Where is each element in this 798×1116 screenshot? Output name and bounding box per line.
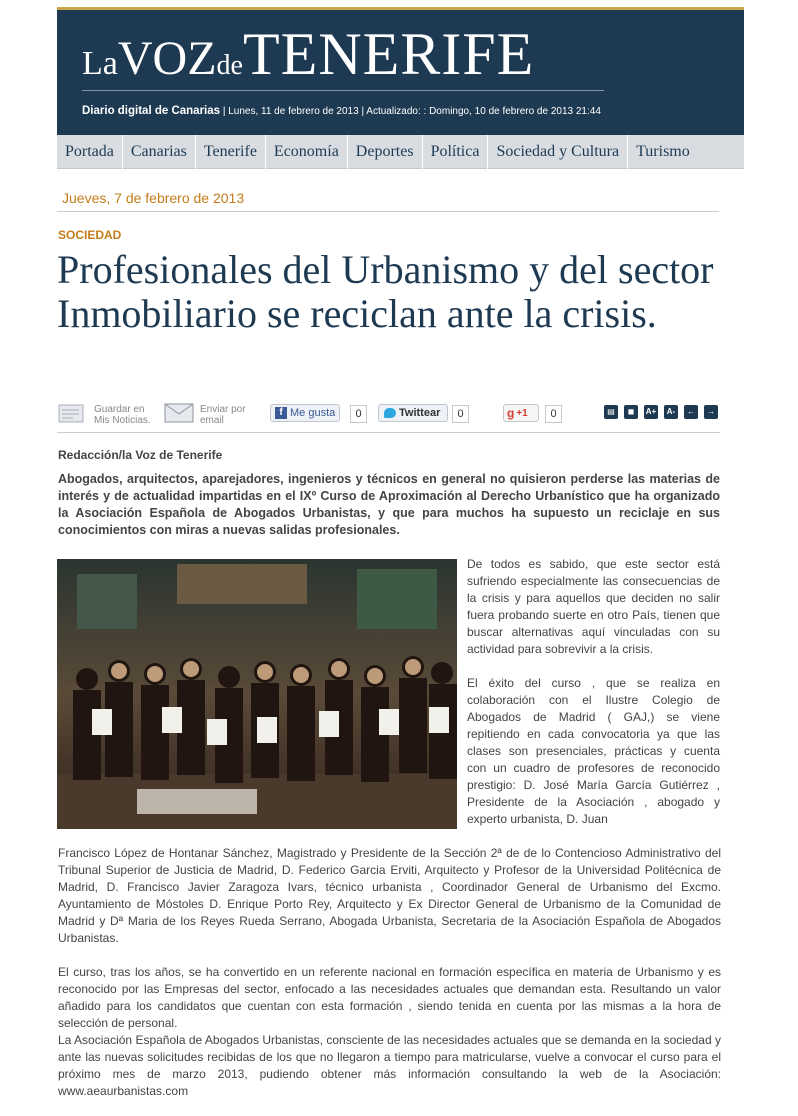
article-category[interactable]: SOCIEDAD [58,228,122,242]
article-lead: Abogados, arquitectos, aparejadores, ingenieros y técnicos en general no quisieron perderse las materias de interés y de actualidad impartidas en el IXº Curso de Aproximación al Derecho Urbanístico que ha organizado la Asociación Española de Abogados Urbanistas, y que para muchos ha supuesto un reciclaje en sus conocimientos con miras a nuevas salidas profesionales. [58,472,720,537]
masthead [57,7,744,135]
logo-divider [82,90,604,91]
logo-la: La [82,45,118,82]
dateline-text: | Lunes, 11 de febrero de 2013 | Actualizado: : Domingo, 10 de febrero de 2013 21:44 [220,106,601,117]
newspaper-save-icon[interactable] [57,402,87,424]
tweet-button[interactable] [378,404,448,422]
logo-tenerife: TENERIFE [242,21,535,87]
date-divider [57,211,719,212]
tweet-label: Twittear [399,407,441,419]
nav-item-deportes[interactable]: Deportes [348,135,423,169]
article-date: Jueves, 7 de febrero de 2013 [62,190,245,206]
body-paragraph-4: El curso, tras los años, se ha convertido en un referente nacional en formación específica en materia de Urbanismo y es reconocido por las Empresas del sector, enfocado a las necesidades actuales que demandan esta. Resultando un valor añadido para los candidatos que cuentan con esta formación , siendo tenida en cuenta por las mismas a la hora de selección de personal. [58,965,721,1030]
google-plus-icon: g [507,406,515,420]
facebook-like-label: Me gusta [290,407,336,419]
font-decrease-icon[interactable]: A- [664,405,678,419]
twitter-bird-icon [384,408,396,418]
group-photo [57,559,457,829]
facebook-like-button[interactable] [270,404,340,422]
google-plus-count: 0 [545,405,562,423]
logo-de: de [216,50,243,81]
save-to-news-label[interactable]: Guardar en Mis Noticias. [94,404,151,426]
facebook-count: 0 [350,405,367,423]
send-email-label[interactable]: Enviar por email [200,404,246,426]
article-toolbar [57,400,720,433]
tagline: Diario digital de Canarias [82,105,221,117]
body-paragraph-5: La Asociación Española de Abogados Urbanistas, consciente de las necesidades actuales que se demanda en la sociedad y ante las nuevas solicitudes recibidas de los que no llegaron a tiempo para matricularse, vuelve a convocar el curso para el próximo mes de marzo 2013, pudiendo obtener más información consultando la web de la Asociación: www.aeaurbanistas.com [58,1033,721,1098]
article-body-column [467,556,720,828]
body-paragraph-3: Francisco López de Hontanar Sánchez, Magistrado y Presidente de la Sección 2ª de de lo Contencioso Administrativo del Tribunal Superior de Justicia de Madrid, D. Federico Garcia Erviti, Arquitecto y Profesor de la Universidad Politécnica de Madrid, D. Francisco Javier Zaragoza Ivars, técnico urbanista , Coordinador General de Urbanismo del Excmo. Ayuntamiento de Móstoles D. Enrique Porto Rey, Arquitecto y Ex Director General de Urbanismo de la Comunidad de Madrid y Dª Maria de los Reyes Rueda Serrano, Abogada Urbanista, Secretaria de la Asociación Española de Abogados Urbanistas. [58,846,721,945]
print-icon[interactable]: ▤ [604,405,618,419]
site-logo[interactable] [82,21,535,87]
previous-arrow-icon[interactable]: ← [684,405,698,419]
envelope-icon[interactable] [164,403,194,423]
nav-item-economia[interactable]: Economía [266,135,348,169]
nav-item-canarias[interactable]: Canarias [123,135,196,169]
article-body-full [58,845,721,1100]
article-headline: Profesionales del Urbanismo y del sector Inmobiliario se reciclan ante la crisis. [57,247,714,336]
group-photo-illustration [57,559,457,829]
comment-icon[interactable]: ◼ [624,405,638,419]
google-plus-one-button[interactable] [503,404,539,422]
google-plus-label: +1 [516,407,528,419]
body-paragraph-2: El éxito del curso , que se realiza en colaboración con el Ilustre Colegio de Abogados de Madrid ( GAJ,) se viene repitiendo en cada convocatoria ya que las clases son presenciales, prácticas y cuenta con un cuadro de profesores de reconocido prestigio: D. José María García Gutiérrez , Presidente de la Asociación , abogado y experto urbanista, D. Juan [467,676,720,826]
nav-item-portada[interactable]: Portada [57,135,123,169]
nav-item-tenerife[interactable]: Tenerife [196,135,266,169]
article-byline: Redacción/la Voz de Tenerife [58,448,223,462]
nav-item-politica[interactable]: Política [423,135,489,169]
twitter-count: 0 [452,405,469,423]
facebook-icon: f [275,407,287,419]
font-increase-icon[interactable]: A+ [644,405,658,419]
logo-voz: VOZ [117,32,217,85]
nav-item-sociedad-cultura[interactable]: Sociedad y Cultura [488,135,628,169]
next-arrow-icon[interactable]: → [704,405,718,419]
nav-item-turismo[interactable]: Turismo [636,142,690,160]
dateline [82,105,601,117]
body-paragraph-1: De todos es sabido, que este sector está sufriendo especialmente las consecuencias de la crisis y para aquellos que deciden no salir fuera probando suerte en otro País, tienen que buscar alternativas aquí vinculadas con su actividad para sobrevivir a la crisis. [467,557,720,656]
main-nav [57,135,744,169]
